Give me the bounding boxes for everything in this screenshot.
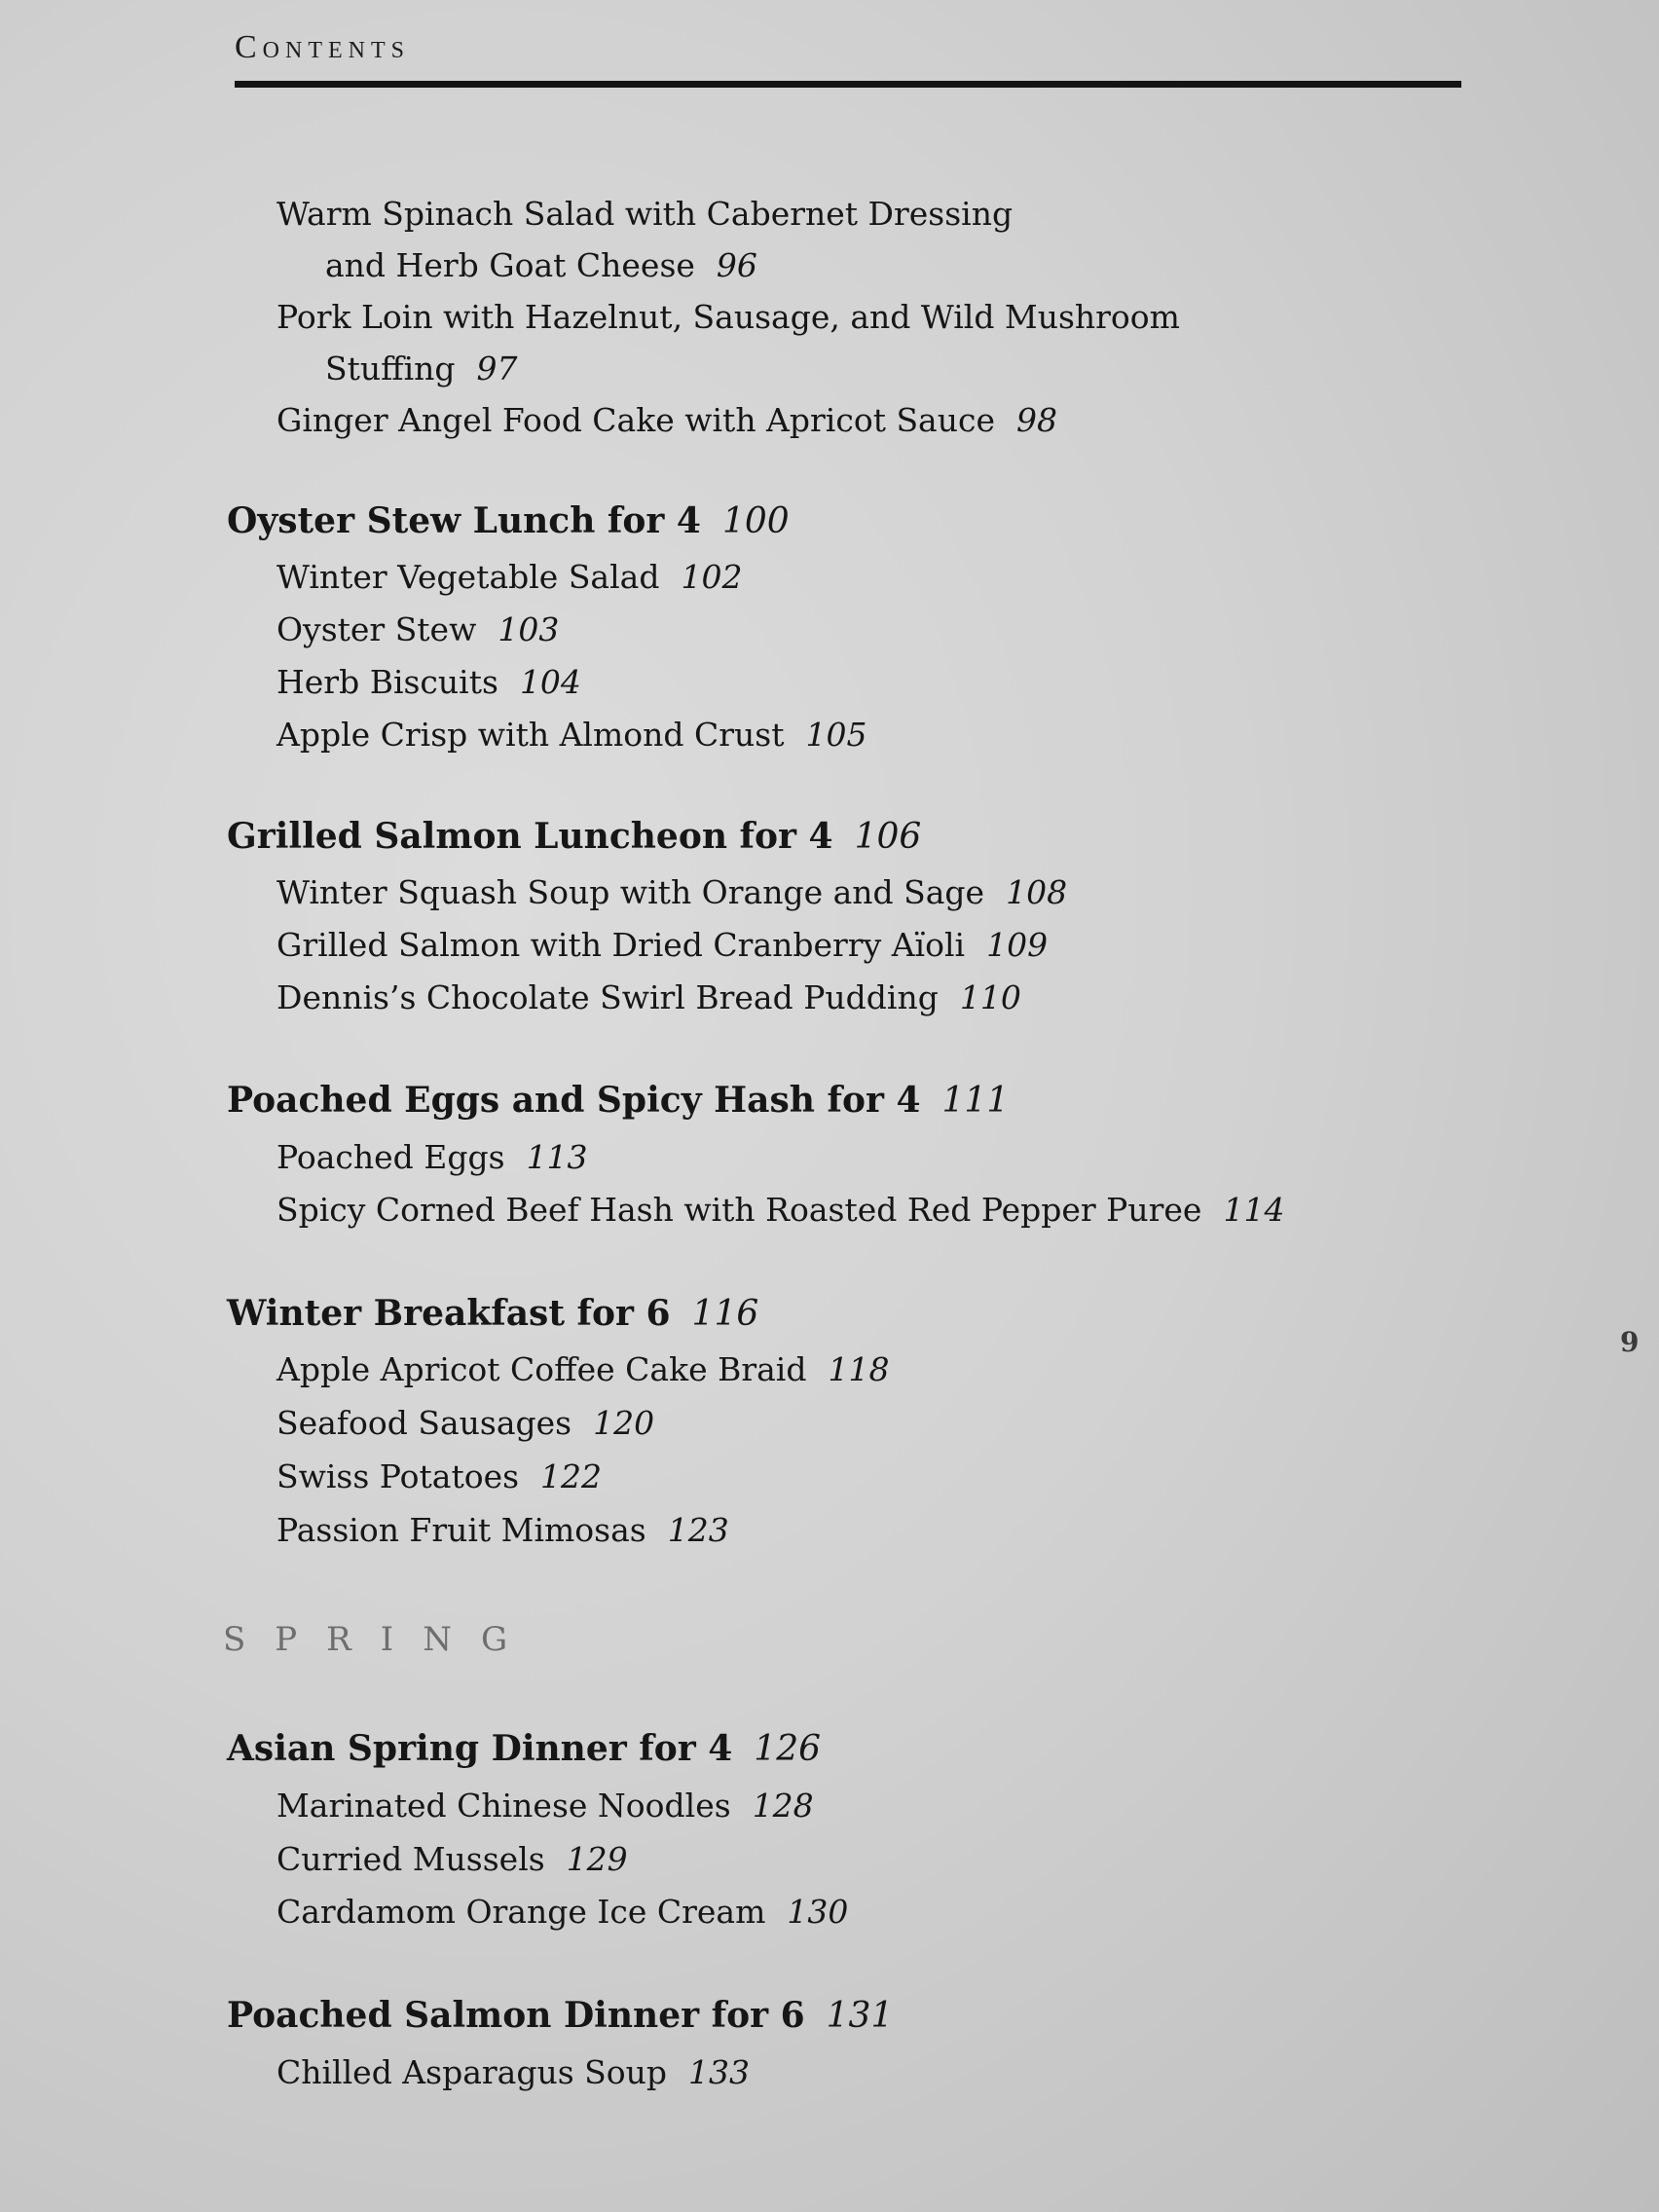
entry-page: 128 — [752, 1787, 814, 1825]
toc-entry — [276, 1840, 628, 1879]
toc-entry — [276, 2053, 750, 2092]
page-number: 9 — [1620, 1326, 1640, 1358]
menu-title: Grilled Salmon Luncheon for 4 — [227, 816, 833, 857]
toc-entry — [276, 1138, 588, 1177]
toc-entry — [276, 1893, 848, 1932]
menu-page: 111 — [941, 1081, 1010, 1121]
toc-entry — [325, 246, 757, 285]
entry-title: Herb Biscuits — [276, 663, 498, 701]
entry-title: Ginger Angel Food Cake with Apricot Sauce — [276, 401, 995, 439]
toc-entry — [276, 401, 1057, 440]
entry-page: 123 — [667, 1511, 729, 1549]
entry-page: 113 — [526, 1138, 588, 1176]
toc-entry — [276, 926, 1048, 965]
entry-page: 114 — [1223, 1191, 1285, 1229]
section-label-spring: SPRING — [223, 1620, 537, 1659]
entry-page: 102 — [681, 558, 743, 596]
entry-title: and Herb Goat Cheese — [325, 246, 695, 284]
entry-page: 120 — [593, 1404, 655, 1442]
menu-title: Poached Eggs and Spicy Hash for 4 — [227, 1080, 921, 1121]
toc-entry — [276, 1404, 654, 1443]
toc-entry — [276, 1511, 729, 1550]
toc-entry — [276, 1191, 1284, 1230]
entry-title: Swiss Potatoes — [276, 1457, 520, 1495]
toc-entry — [276, 610, 559, 649]
entry-title: Passion Fruit Mimosas — [276, 1511, 646, 1549]
menu-title: Poached Salmon Dinner for 6 — [227, 1995, 805, 2036]
entry-title: Chilled Asparagus Soup — [276, 2053, 667, 2091]
toc-entry — [276, 298, 1180, 337]
menu-page: 106 — [854, 817, 922, 857]
toc-entry — [276, 978, 1021, 1017]
toc-entry — [276, 558, 742, 597]
menu-title: Asian Spring Dinner for 4 — [227, 1728, 733, 1769]
entry-title: Seafood Sausages — [276, 1404, 572, 1442]
menu-page: 116 — [691, 1294, 759, 1334]
menu-title: Winter Breakfast for 6 — [227, 1293, 671, 1334]
entry-page: 129 — [566, 1840, 628, 1878]
entry-title: Apple Apricot Coffee Cake Braid — [276, 1350, 807, 1388]
entry-page: 105 — [805, 716, 867, 754]
entry-title: Marinated Chinese Noodles — [276, 1787, 731, 1825]
entry-title: Pork Loin with Hazelnut, Sausage, and Wild Mushroom — [276, 298, 1180, 336]
menu-heading — [227, 1729, 821, 1769]
menu-page: 126 — [754, 1729, 822, 1769]
entry-page: 108 — [1006, 873, 1068, 911]
menu-heading — [227, 501, 790, 541]
entry-page: 97 — [476, 350, 518, 387]
entry-page: 103 — [498, 610, 560, 648]
menu-title: Oyster Stew Lunch for 4 — [227, 500, 701, 541]
entry-page: 130 — [787, 1893, 849, 1931]
toc-entry — [276, 195, 1013, 234]
toc-entry — [276, 873, 1067, 912]
entry-title: Curried Mussels — [276, 1840, 545, 1878]
toc-entry — [276, 1350, 889, 1389]
menu-heading — [227, 817, 921, 857]
entry-title: Dennis’s Chocolate Swirl Bread Pudding — [276, 978, 939, 1016]
toc-entry — [276, 1457, 602, 1496]
toc-entry — [325, 350, 518, 388]
toc-entry — [276, 663, 581, 702]
menu-page: 100 — [721, 501, 790, 541]
entry-page: 110 — [959, 978, 1021, 1016]
menu-page: 131 — [826, 1996, 894, 2036]
running-head: Contents — [235, 29, 411, 65]
entry-title: Oyster Stew — [276, 610, 477, 648]
entry-page: 133 — [687, 2053, 750, 2091]
entry-page: 109 — [986, 926, 1049, 964]
menu-heading — [227, 1294, 758, 1334]
menu-heading — [227, 1996, 893, 2036]
entry-title: Cardamom Orange Ice Cream — [276, 1893, 766, 1931]
toc-entry — [276, 716, 866, 755]
menu-heading — [227, 1081, 1009, 1121]
entry-page: 98 — [1016, 401, 1057, 439]
entry-title: Stuffing — [325, 350, 456, 387]
entry-title: Poached Eggs — [276, 1138, 505, 1176]
entry-title: Apple Crisp with Almond Crust — [276, 716, 785, 754]
entry-title: Warm Spinach Salad with Cabernet Dressing — [276, 195, 1014, 233]
entry-title: Winter Squash Soup with Orange and Sage — [276, 873, 985, 911]
entry-page: 104 — [519, 663, 581, 701]
entry-page: 96 — [716, 246, 757, 284]
entry-title: Spicy Corned Beef Hash with Roasted Red Pepper Puree — [276, 1191, 1202, 1229]
toc-entry — [276, 1787, 814, 1825]
entry-title: Winter Vegetable Salad — [276, 558, 660, 596]
entry-page: 118 — [828, 1350, 890, 1388]
entry-page: 122 — [540, 1457, 603, 1495]
header-rule — [235, 81, 1461, 88]
entry-title: Grilled Salmon with Dried Cranberry Aïoli — [276, 926, 966, 964]
